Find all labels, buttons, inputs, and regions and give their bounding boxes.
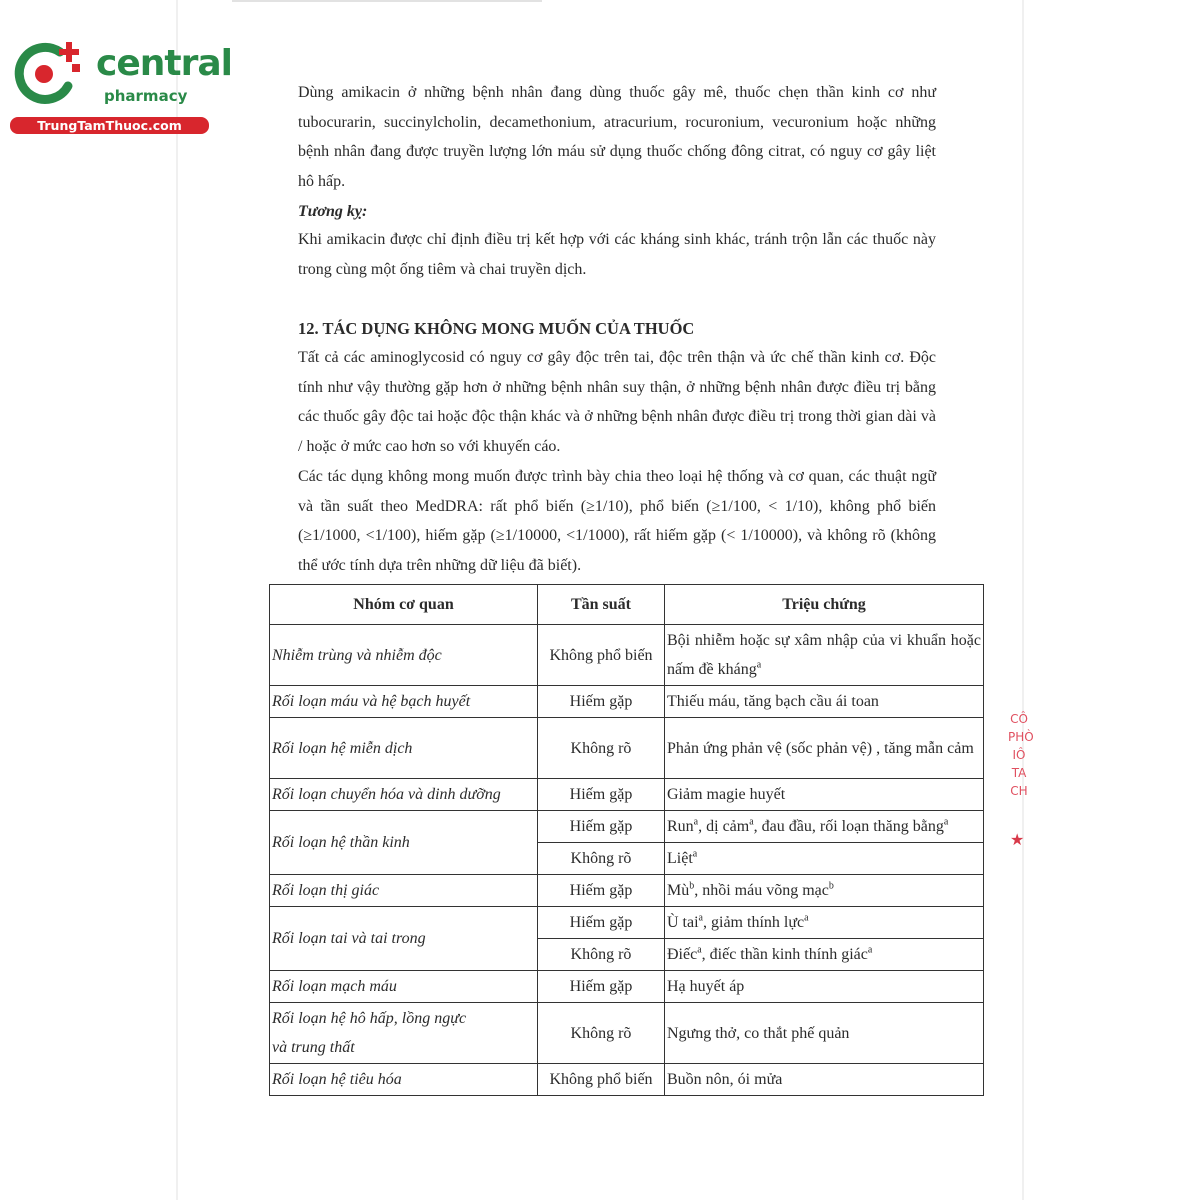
symptom-text: Liệt (667, 850, 693, 867)
central-pharmacy-logo[interactable] (10, 38, 232, 138)
footnote-mark: a (693, 816, 699, 828)
footnote-mark: a (756, 659, 762, 671)
cell-symptom: Hạ huyết áp (665, 971, 984, 1003)
cell-frequency: Hiếm gặp (538, 907, 665, 939)
table-row (270, 971, 984, 1003)
table-row (270, 811, 984, 843)
cell-group: Rối loạn chuyển hóa và dinh dưỡng (270, 779, 538, 811)
cell-group: Rối loạn thị giác (270, 875, 538, 907)
cell-symptom (665, 875, 984, 907)
cell-frequency: Hiếm gặp (538, 686, 665, 718)
table-row (270, 718, 984, 779)
footnote-mark: a (692, 848, 698, 860)
logo-url-link[interactable]: TrungTamThuoc.com (10, 117, 209, 134)
stamp-line: CH (1010, 784, 1028, 798)
cell-frequency: Hiếm gặp (538, 779, 665, 811)
header-symptoms: Triệu chứng (665, 585, 984, 625)
section-title-adverse-effects: 12. TÁC DỤNG KHÔNG MONG MUỐN CỦA THUỐC (298, 319, 695, 338)
logo-subtitle: pharmacy (104, 87, 188, 105)
cell-group: Rối loạn tai và tai trong (270, 907, 538, 971)
symptom-text: , điếc thần kinh thính giác (701, 946, 868, 963)
cell-frequency: Không rõ (538, 843, 665, 875)
cell-frequency: Không phổ biến (538, 625, 665, 686)
cell-symptom (665, 907, 984, 939)
symptom-text: Run (667, 818, 694, 835)
footnote-mark: a (867, 944, 873, 956)
footnote-mark: a (697, 944, 702, 956)
stamp-line: TA (1011, 766, 1027, 780)
table-row (270, 625, 984, 686)
footnote-mark: a (943, 816, 949, 828)
symptom-text: Bội nhiễm hoặc sự xâm nhập của vi khuẩn hoặc nấm đề kháng (667, 632, 981, 678)
stamp-line: PHÒ (1008, 730, 1034, 744)
page-edge-right (1022, 0, 1024, 1200)
cell-group: Rối loạn hệ miễn dịch (270, 718, 538, 779)
table-row (270, 907, 984, 939)
cell-frequency: Hiếm gặp (538, 875, 665, 907)
page-edge-left (176, 0, 178, 1200)
cell-symptom (665, 625, 984, 686)
adverse-effects-table (269, 584, 984, 1096)
cell-frequency: Không phổ biến (538, 1064, 665, 1096)
cell-symptom (665, 811, 984, 843)
cell-group: Nhiễm trùng và nhiễm độc (270, 625, 538, 686)
cell-group: Rối loạn hệ tiêu hóa (270, 1064, 538, 1096)
table-row (270, 1064, 984, 1096)
symptom-text: , nhồi máu võng mạc (694, 882, 829, 899)
table-row (270, 779, 984, 811)
paragraph-aminoglycoside-toxicity: Tất cả các aminoglycosid có nguy cơ gây độc trên tai, độc trên thận và ức chế thần kinh cơ. Độc tính như vậy thường gặp hơn ở những bệnh nhân suy thận, ở những bệnh nhân được điều trị bằng các thuốc gây độc tai hoặc độc thận khác và ở những bệnh nhân được điều trị trong thời gian dài và / hoặc ở mức cao hơn so với khuyến cáo. (298, 349, 936, 456)
logo-mark-icon (10, 38, 90, 108)
stamp-fragment (1008, 710, 1034, 800)
paragraph-meddra-frequency: Các tác dụng không mong muốn được trình bày chia theo loại hệ thống và cơ quan, các thuật ngữ và tần suất theo MedDRA: rất phổ biến (≥1/10), phổ biến (≥1/100, < 1/10), không phổ biến (≥1/1000, <1/100), hiếm gặp (≥1/10000, <1/1000), rất hiếm gặp (< 1/10000), và không rõ (không thể ước tính dựa trên những dữ liệu đã biết). (298, 468, 936, 575)
stamp-star-icon: ★ (1010, 830, 1025, 849)
logo-brand: central (96, 43, 232, 84)
scan-top-line (232, 0, 542, 2)
cell-group: Rối loạn máu và hệ bạch huyết (270, 686, 538, 718)
symptom-text: Ù tai (667, 914, 699, 931)
table-row (270, 686, 984, 718)
table-row (270, 1003, 984, 1064)
cell-symptom: Ngưng thở, co thắt phế quản (665, 1003, 984, 1064)
group-line-2: và trung thất (272, 1039, 355, 1056)
symptom-text: Điếc (667, 946, 698, 963)
cell-symptom: Phản ứng phản vệ (sốc phản vệ) , tăng mẫn cảm (665, 718, 984, 779)
cell-group (270, 1003, 538, 1064)
stamp-line: CÔ (1010, 712, 1028, 726)
footnote-mark: b (689, 880, 695, 892)
cell-frequency: Không rõ (538, 718, 665, 779)
cell-frequency: Hiếm gặp (538, 971, 665, 1003)
cell-frequency: Hiếm gặp (538, 811, 665, 843)
header-frequency: Tần suất (538, 585, 665, 625)
header-organ-group: Nhóm cơ quan (270, 585, 538, 625)
symptom-text: , dị cảm (698, 818, 750, 835)
cell-symptom (665, 843, 984, 875)
table-header-row (270, 585, 984, 625)
footnote-mark: a (804, 912, 809, 924)
paragraph-tuong-ky: Khi amikacin được chỉ định điều trị kết hợp với các kháng sinh khác, tránh trộn lẫn các thuốc này trong cùng một ống tiêm và chai truyền dịch. (298, 231, 936, 278)
cell-symptom: Thiếu máu, tăng bạch cầu ái toan (665, 686, 984, 718)
symptom-text: Mù (667, 882, 690, 899)
heading-tuong-ky: Tương kỵ: (298, 203, 368, 220)
cell-group: Rối loạn mạch máu (270, 971, 538, 1003)
symptom-text: , giảm thính lực (703, 914, 805, 931)
cell-symptom: Giảm magie huyết (665, 779, 984, 811)
footnote-mark: b (828, 880, 834, 892)
paragraph-amikacin-anesthesia: Dùng amikacin ở những bệnh nhân đang dùng thuốc gây mê, thuốc chẹn thần kinh cơ như tubocurarin, succinylcholin, decamethonium, atracurium, rocuronium, vecuronium hoặc những bệnh nhân đang được truyền lượng lớn máu sử dụng thuốc chống đông citrat, có nguy cơ gây liệt hô hấp. (298, 84, 936, 191)
cell-symptom (665, 939, 984, 971)
group-line-1: Rối loạn hệ hô hấp, lồng ngực (272, 1010, 467, 1027)
cell-frequency: Không rõ (538, 1003, 665, 1064)
footnote-mark: a (749, 816, 754, 828)
footnote-mark: a (698, 912, 703, 924)
cell-symptom: Buồn nôn, ói mửa (665, 1064, 984, 1096)
table-row (270, 875, 984, 907)
stamp-line: IÔ (1012, 748, 1026, 762)
cell-group: Rối loạn hệ thần kinh (270, 811, 538, 875)
cell-frequency: Không rõ (538, 939, 665, 971)
symptom-text: , đau đầu, rối loạn thăng bằng (753, 818, 944, 835)
